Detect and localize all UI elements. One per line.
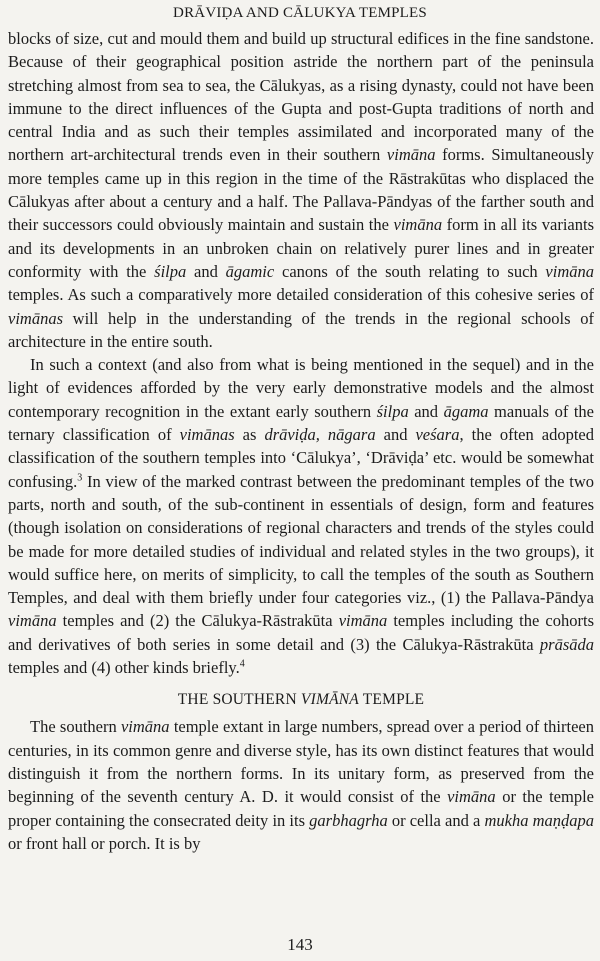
section-heading: THE SOUTHERN VIMĀNA TEMPLE: [177, 691, 425, 709]
body-text: [8, 27, 594, 855]
paragraph-2: In such a context (and also from what is being mentioned in the sequel) and in the light of evidences afforded by the very early demonstrative models and the almost contemporary recognition in the extant early southern śilpa and āgama manuals of the ternary classification of vimānas as drāviḍa, nāgara and veśara, the often adopted classification of the southern temples into ‘Cālukya’, ‘Drāviḍa’ etc. would be somewhat confusing.$^3$ In view of the marked contrast between the predominant temples of the two parts, north and south, of the sub-continent in essentials of design, form and features (though isolation on considerations of regional characters and trends of the styles could be made for more detailed studies of individual and related styles in the two groups), it would suffice here, on merits of simplicity, to call the temples of the south as Southern Temples, and deal with them briefly under four categories viz., (1) the Pallava-Pāndya vimāna temples and (2) the Cālukya-Rāstrakūta vimāna temples including the cohorts and derivatives of both series in some detail and (3) the Cālukya-Rāstrakūta prāsāda temples and (4) other kinds briefly.$^4$: [8, 355, 594, 678]
footnote-ref-3: 3: [77, 472, 83, 484]
page-number: 143: [287, 935, 313, 954]
footnote-ref-4: 4: [239, 658, 245, 670]
paragraph-1: blocks of size, cut and mould them and build up structural edifices in the fine sandstone. Because of their geographical position astride the northern part of the peninsula stretching almost from sea to sea, the Cālukyas, as a rising dynasty, could not have been immune to the direct influences of the Gupta and post-Gupta traditions of north and central India and as such their temples assimilated and incorporated many of the northern art-architectural trends even in their southern vimāna forms. Simultaneously more temples came up in this region in the time of the Rāstrakūtas who displaced the Cālukyas after about a century and a half. The Pallava-Pāndyas of the farther south and their successors could obviously maintain and sustain the vimāna form in all its variants and its developments in an unbroken chain on relatively purer lines and in greater conformity with the śilpa and āgamic canons of the south relating to such vimāna temples. As such a comparatively more detailed consideration of this cohesive series of vimānas will help in the understanding of the trends in the regional schools of architecture in the entire south.: [8, 29, 594, 351]
paragraph-3: The southern vimāna temple extant in large numbers, spread over a period of thirteen centuries, in its common genre and diverse style, has its own distinct features that would distinguish it from the northern forms. In its unitary form, as preserved from the beginning of the seventh century A. D. it would consist of the vimāna or the temple proper containing the consecrated deity in its garbhagrha or cella and a mukha maṇḍapa or front hall or porch. It is by: [8, 717, 595, 853]
running-head: DRĀVIḌA AND CĀLUKYA TEMPLES: [173, 5, 427, 21]
